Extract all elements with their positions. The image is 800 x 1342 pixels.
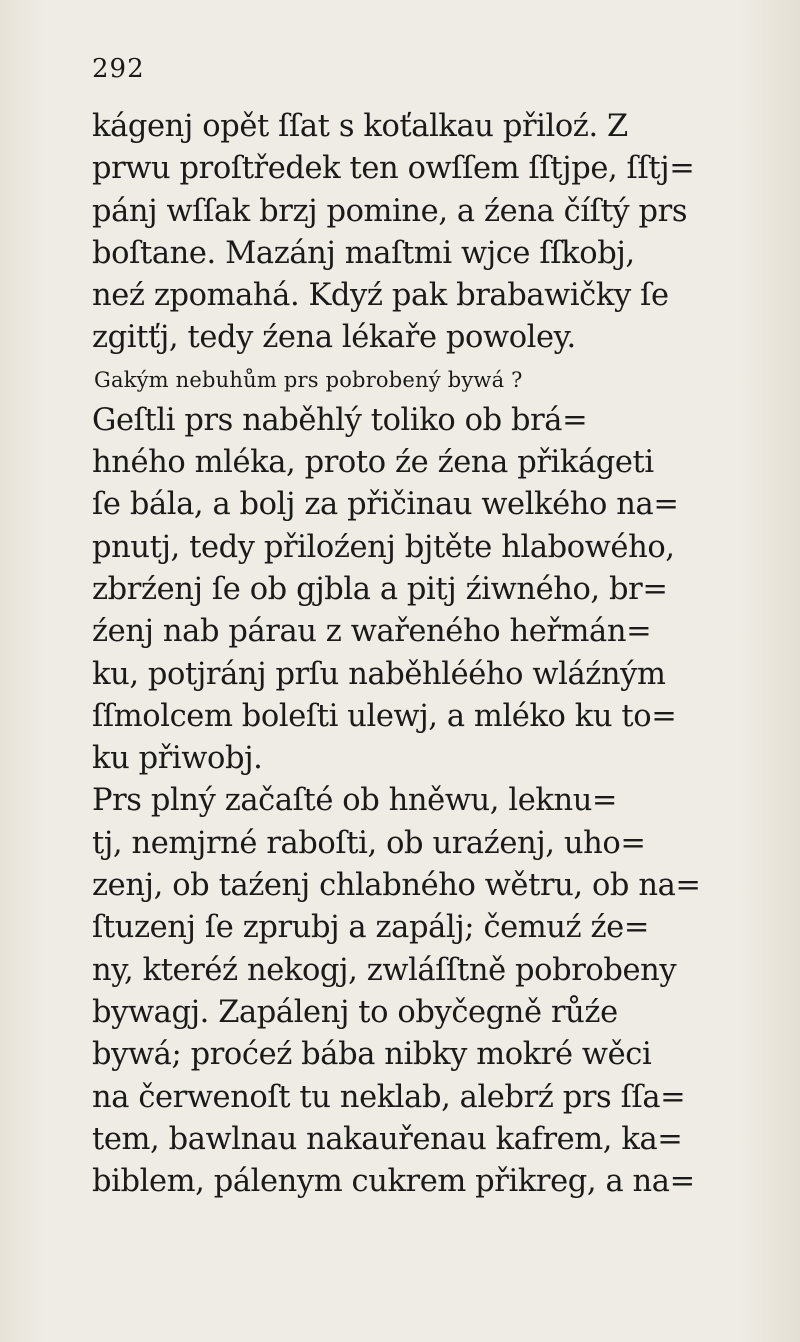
text-line: bywá; proćeź bába nibky mokré wěci (92, 1037, 652, 1073)
text-line: ſtuzenj ſe zprubj a zapálj; čemuź źe= (92, 910, 649, 946)
text-line: biblem, pálenym cukrem přikreg, a na= (92, 1164, 695, 1200)
text-line: bywagj. Zapálenj to obyčegně růźe (92, 994, 618, 1030)
text-line: zenj, ob taźenj chlabného wětru, ob na= (92, 868, 701, 904)
text-line: tem, bawlnau nakauřenau kafrem, ka= (92, 1121, 683, 1157)
text-line: ſſmolcem boleſti ulewj, a mléko ku to= (92, 698, 677, 734)
page-number: 292 (92, 54, 145, 84)
text-line: prwu proſtředek ten owſſem ſſtjpe, ſſtj= (92, 151, 695, 187)
text-line: zbrźenj ſe ob gjbla a pitj źiwného, br= (92, 571, 668, 607)
text-line: tj, nemjrné raboſti, ob uraźenj, uho= (92, 825, 646, 861)
text-line: kágenj opět ſſat s koťalkau přiloź. Z (92, 109, 628, 144)
text-line: boſtane. Mazánj maſtmi wjce ſſkobj, (92, 235, 635, 271)
question-heading: Gakým nebuhům prs pobrobený bywá ? (94, 367, 523, 392)
text-line: ſe bála, a bolj za přičinau welkého na= (92, 487, 679, 523)
text-line: ku přiwobj. (92, 741, 263, 777)
text-line: zgitťj, tedy źena lékaře powoley. (92, 320, 576, 356)
text-line: na čerwenoſt tu neklab, alebrź prs ſſa= (92, 1079, 686, 1115)
text-line: ny, kteréź nekogj, zwláſſtně pobrobeny (92, 952, 677, 988)
text-line: pánj wſſak brzj pomine, a źena číſtý prs (92, 193, 688, 229)
text-line: Prs plný začaſté ob hněwu, leknu= (92, 783, 618, 819)
text-line: ku, potjránj prſu naběhléého wláźným (92, 656, 666, 692)
text-line: źenj nab párau z wařeného heřmán= (92, 614, 652, 650)
body-text (92, 106, 732, 1203)
text-line: Geſtli prs naběhlý toliko ob brá= (92, 402, 588, 438)
text-line: pnutj, tedy přiloźenj bjtěte hlabowého, (92, 529, 675, 565)
text-line: hného mléka, proto źe źena přikágeti (92, 445, 654, 481)
text-line: neź zpomahá. Kdyź pak brabawičky ſe (92, 278, 669, 314)
